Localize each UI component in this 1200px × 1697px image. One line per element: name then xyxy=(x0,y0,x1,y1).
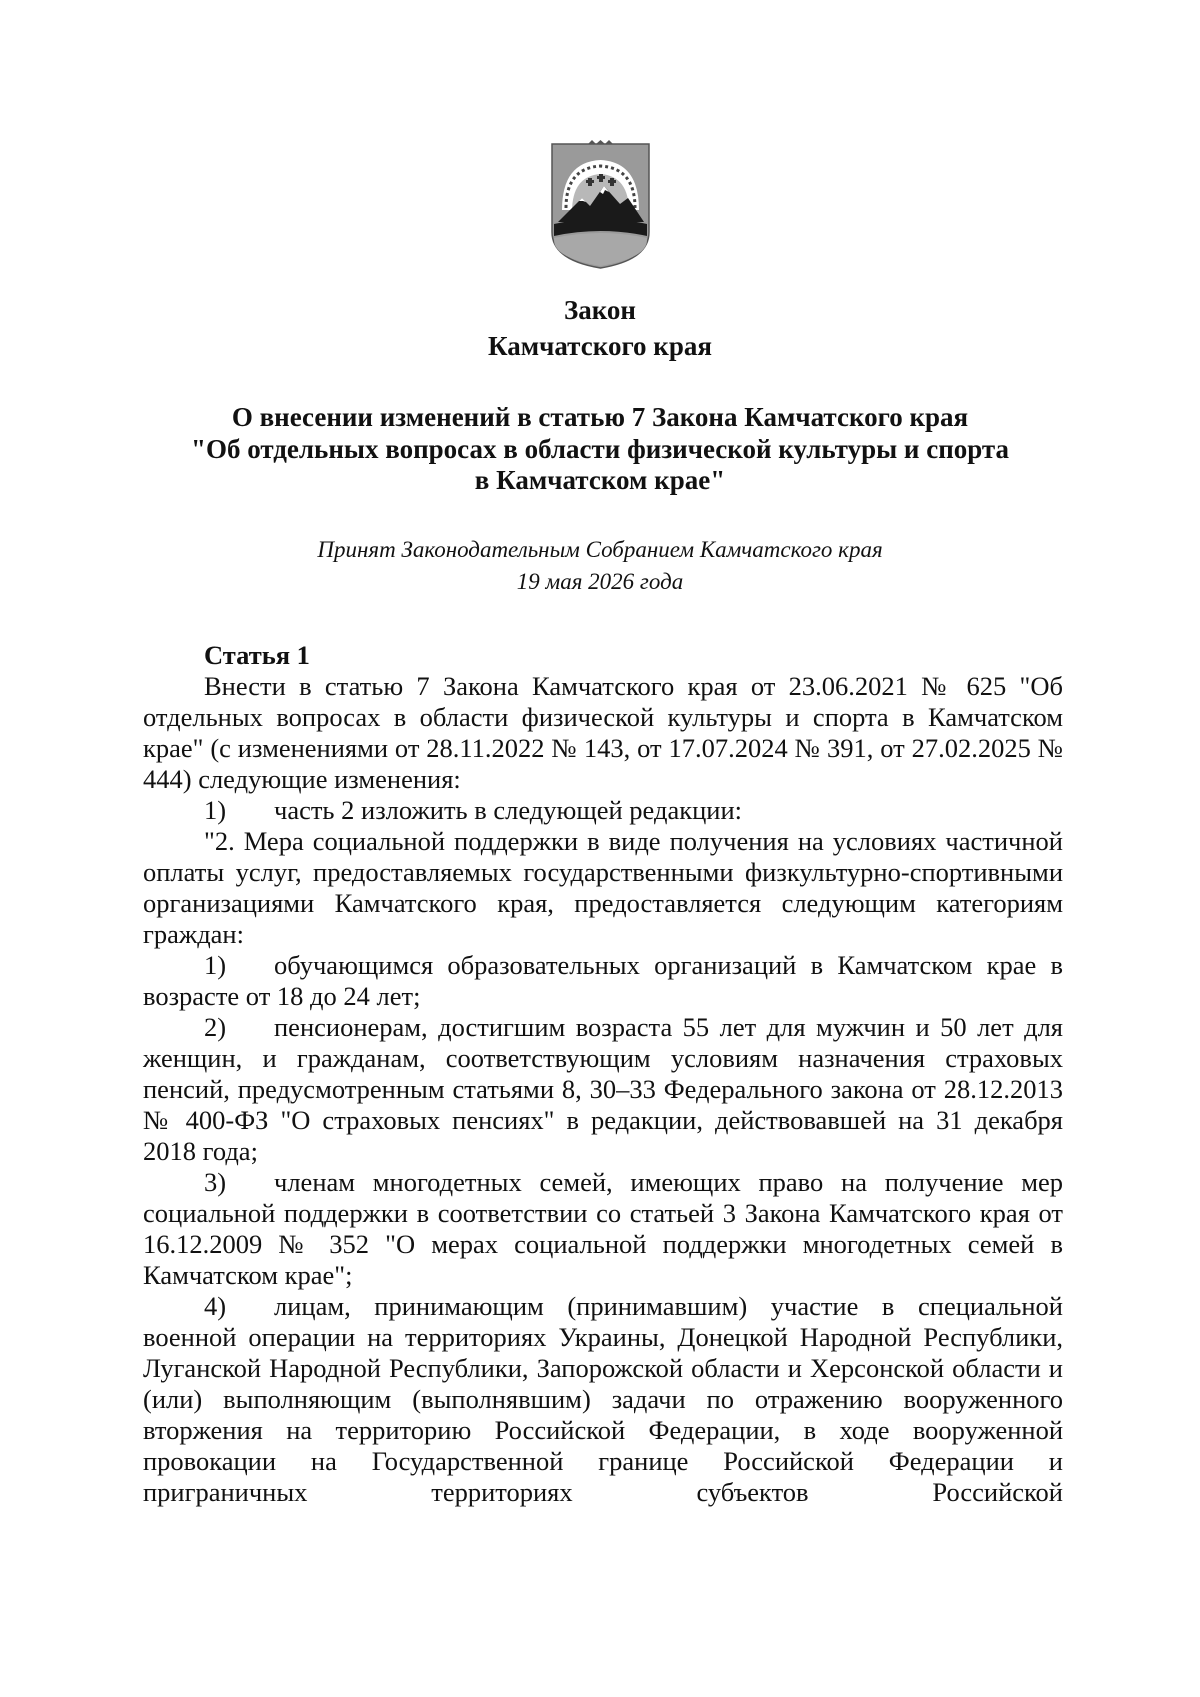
change-text: часть 2 изложить в следующей редакции: xyxy=(274,795,742,825)
law-subject xyxy=(0,402,1200,497)
item-number: 1) xyxy=(204,950,227,980)
article-heading: Статья 1 xyxy=(204,640,310,670)
list-item xyxy=(143,950,1063,1012)
list-item xyxy=(143,1012,1063,1167)
coat-of-arms-icon xyxy=(548,140,653,272)
document-body xyxy=(143,640,1063,1508)
change-number: 1) xyxy=(204,795,227,825)
list-item xyxy=(143,1167,1063,1291)
adoption-note xyxy=(0,534,1200,598)
law-title: Закон xyxy=(563,295,636,325)
item-text: членам многодетных семей, имеющих право на получение мер социальной поддержки в соответствии со статьей 3 Закона Камчатского края от 16.12.2009 № 352 "О мерах социальной поддержки многодетных семей в Камчатском крае"; xyxy=(143,1167,1063,1290)
adoption-date: 19 мая 2026 года xyxy=(516,569,684,594)
adoption-body: Принят Законодательным Собранием Камчатского края xyxy=(317,537,883,562)
subject-line-2: "Об отдельных вопросах в области физической культуры и спорта xyxy=(190,433,1010,464)
part2-intro: "2. Мера социальной поддержки в виде получения на условиях частичной оплаты услуг, предоставляемых государственными физкультурно-спортивными организациями Камчатского края, предоставляется следующим категориям граждан: xyxy=(143,826,1063,949)
item-text: пенсионерам, достигшим возраста 55 лет для мужчин и 50 лет для женщин, и гражданам, соответствующим условиям назначения страховых пенсий, предусмотренным статьями 8, 30–33 Федерального закона от 28.12.2013 № 400-ФЗ "О страховых пенсиях" в редакции, действовавшей на 31 декабря 2018 года; xyxy=(143,1012,1063,1166)
change-item xyxy=(143,795,1063,826)
subject-line-3: в Камчатском крае" xyxy=(474,465,726,495)
subject-line-1: О внесении изменений в статью 7 Закона Камчатского края xyxy=(231,402,969,432)
item-text: лицам, принимающим (принимавшим) участие в специальной военной операции на территориях Украины, Донецкой Народной Республики, Луганской Народной Республики, Запорожской области и Херсонской области и (или) выполняющим (выполнявшим) задачи по отражению вооруженного вторжения на территорию Российской Федерации, в ходе вооруженной провокации на Государственной границе Российской Федерации и приграничных территориях субъектов Российской xyxy=(143,1291,1063,1507)
item-number: 2) xyxy=(204,1012,227,1042)
item-number: 3) xyxy=(204,1167,227,1197)
item-number: 4) xyxy=(204,1291,227,1321)
article-intro: Внести в статью 7 Закона Камчатского края от 23.06.2021 № 625 "Об отдельных вопросах в области физической культуры и спорта в Камчатском крае" (с изменениями от 28.11.2022 № 143, от 17.07.2024 № 391, от 27.02.2025 № 444) следующие изменения: xyxy=(143,671,1063,794)
item-text: обучающимся образовательных организаций в Камчатском крае в возрасте от 18 до 24 лет; xyxy=(143,950,1063,1011)
law-region: Камчатского края xyxy=(488,331,712,361)
list-item xyxy=(143,1291,1063,1508)
